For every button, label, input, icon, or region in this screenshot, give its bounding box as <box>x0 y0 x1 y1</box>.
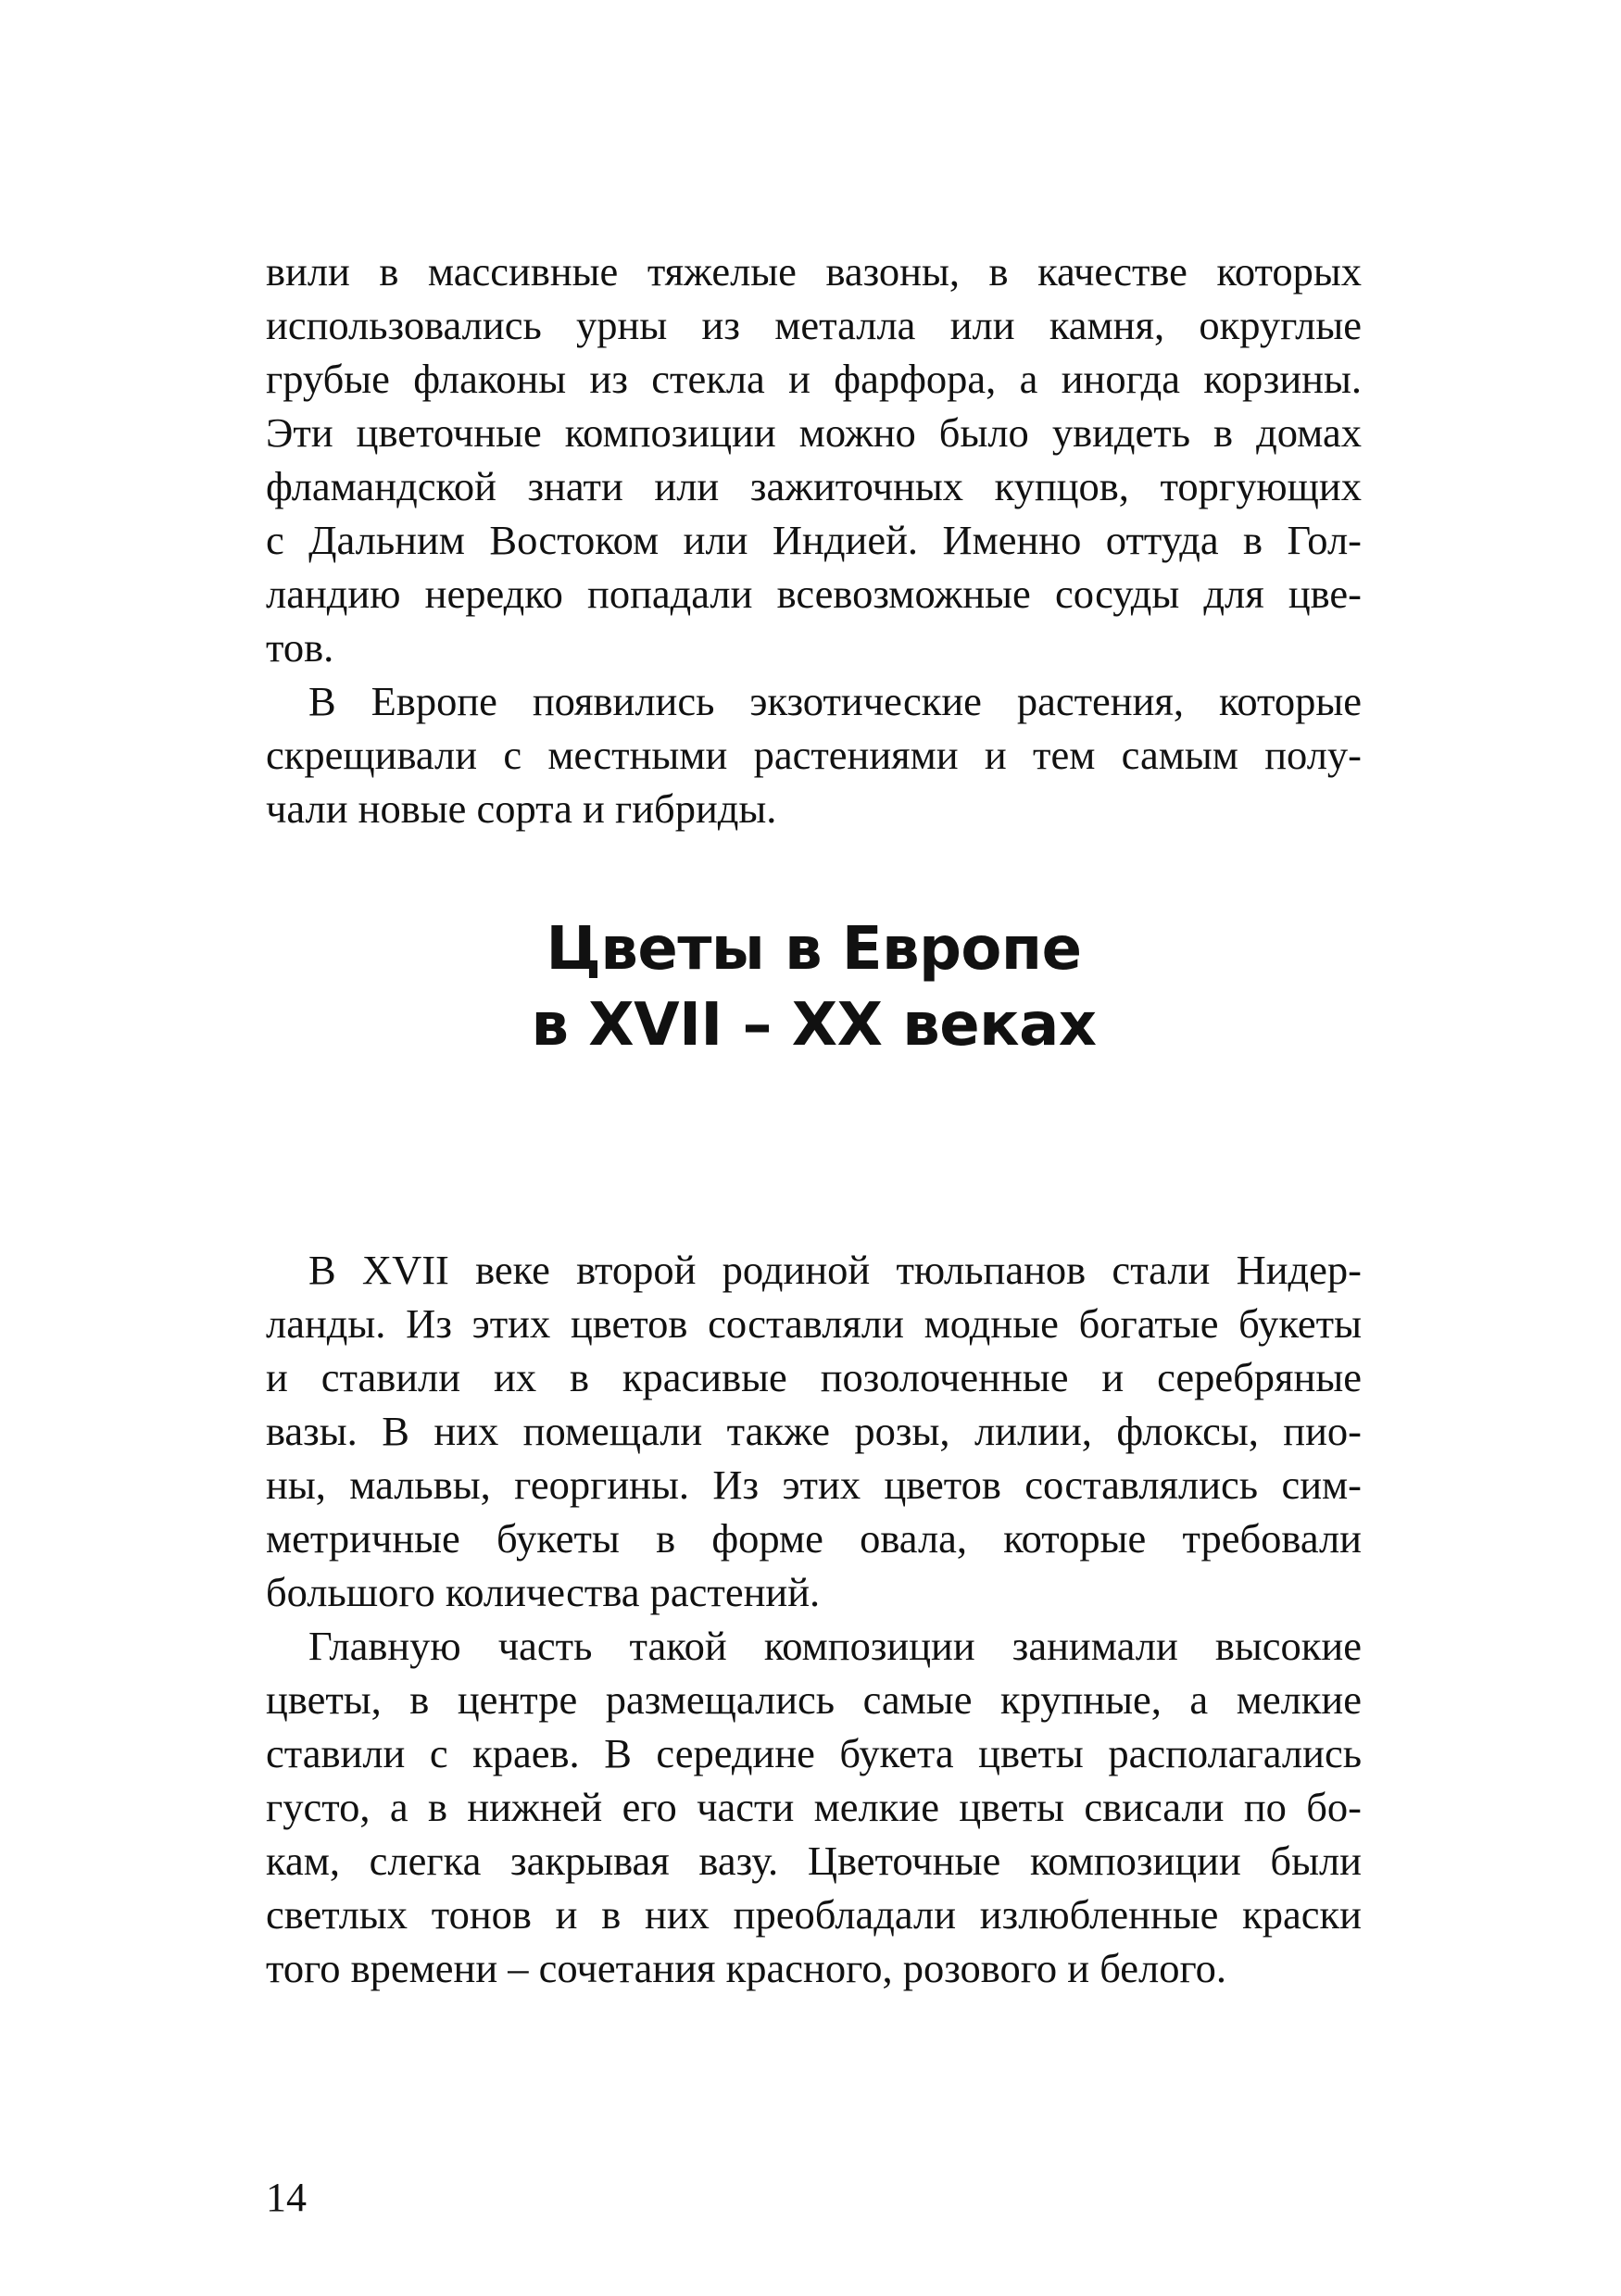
page-number: 14 <box>266 2175 307 2220</box>
text-line: тов. <box>266 624 334 671</box>
text-line: В XVII веке второй родиной тюльпанов стали Нидер- <box>308 1247 1362 1293</box>
text-line: чали новые сорта и гибриды. <box>266 785 777 832</box>
text-line: того времени – сочетания красного, розового и белого. <box>266 1945 1226 1991</box>
text-line: Главную часть такой композиции занимали высокие <box>308 1623 1362 1669</box>
text-line: большого количества растений. <box>266 1569 821 1615</box>
text-line: использовались урны из металла или камня, округлые <box>266 302 1362 348</box>
text-line: светлых тонов и в них преобладали излюбленные краски <box>266 1891 1362 1938</box>
text-line: ланды. Из этих цветов составляли модные богатые букеты <box>266 1300 1362 1347</box>
text-line: ставили с краев. В середине букета цветы располагались <box>266 1730 1362 1776</box>
text-line: с Дальним Востоком или Индией. Именно оттуда в Гол- <box>266 517 1362 563</box>
text-line: вазы. В них помещали также розы, лилии, флоксы, пио- <box>266 1408 1362 1454</box>
text-line: Эти цветочные композиции можно было увидеть в домах <box>266 409 1362 456</box>
text-line: грубые флаконы из стекла и фарфора, а иногда корзины. <box>266 356 1362 402</box>
section-heading-line-2: в XVII – XX веках <box>531 991 1097 1060</box>
text-line: фламандской знати или зажиточных купцов, торгующих <box>266 463 1362 509</box>
text-line: В Европе появились экзотические растения, которые <box>308 678 1362 724</box>
text-line: ны, мальвы, георгины. Из этих цветов составлялись сим- <box>266 1462 1362 1508</box>
section-heading-line-1: Цветы в Европе <box>546 915 1082 984</box>
text-line: и ставили их в красивые позолоченные и серебряные <box>266 1354 1362 1400</box>
text-line: густо, а в нижней его части мелкие цветы свисали по бо- <box>266 1784 1362 1830</box>
text-line: скрещивали с местными растениями и тем самым полу- <box>266 732 1362 778</box>
text-line: цветы, в центре размещались самые крупные, а мелкие <box>266 1676 1362 1723</box>
text-line: вили в массивные тяжелые вазоны, в качестве которых <box>266 248 1362 295</box>
text-line: метричные букеты в форме овала, которые требовали <box>266 1515 1362 1562</box>
text-line: кам, слегка закрывая вазу. Цветочные композиции были <box>266 1838 1362 1884</box>
text-line: ландию нередко попадали всевозможные сосуды для цве- <box>266 571 1362 617</box>
